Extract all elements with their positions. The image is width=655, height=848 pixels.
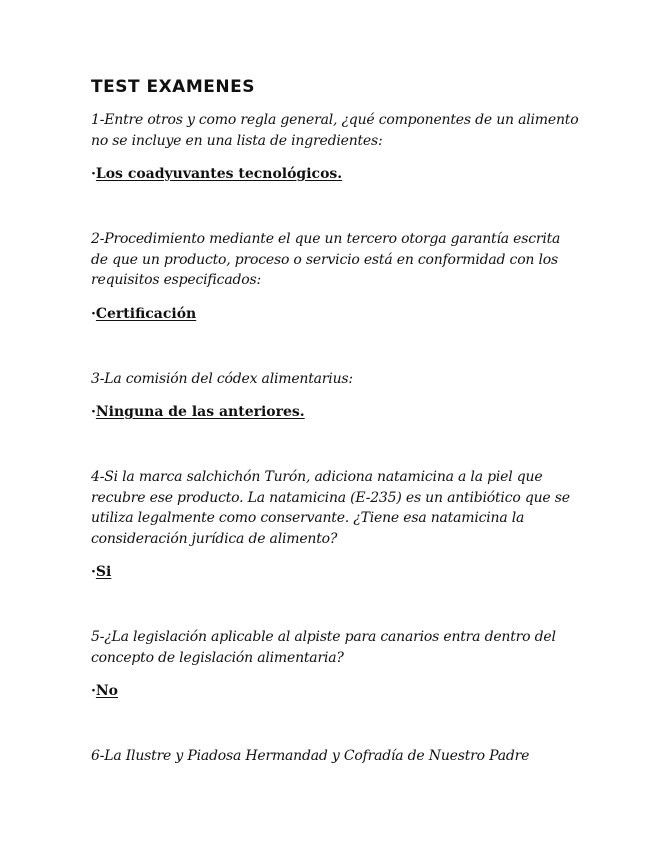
spacer — [91, 701, 581, 746]
question-6 — [91, 746, 581, 767]
question-3 — [91, 369, 581, 423]
answer-text: Certificación — [95, 305, 197, 322]
answer-text: Los coadyuvantes tecnológicos. — [95, 166, 343, 182]
bullet: · — [91, 305, 96, 322]
question-text: 3-La comisión del códex alimentarius: — [91, 370, 353, 387]
spacer — [91, 184, 581, 229]
answer — [91, 402, 581, 422]
answer — [91, 164, 581, 184]
answer-text: No — [95, 683, 119, 699]
question-2 — [91, 229, 581, 324]
question-text: 5-¿La legislación aplicable al alpiste para canarios entra dentro del concepto de legislación alimentaria? — [91, 629, 556, 666]
question-text: 1-Entre otros y como regla general, ¿qué componentes de un alimento no se incluye en una lista de ingredientes: — [91, 112, 579, 149]
answer — [91, 681, 581, 701]
bullet: · — [91, 166, 96, 182]
spacer — [91, 582, 581, 627]
answer — [91, 562, 581, 582]
question-text: 4-Si la marca salchichón Turón, adiciona natamicina a la piel que recubre ese producto. La natamicina (E-235) es un antibiótico que se utiliza legalmente como conservante. ¿Tiene esa natamicina la consideración jurídica de alimento? — [91, 469, 570, 547]
answer-text: Ninguna de las anteriores. — [95, 404, 305, 420]
answer — [91, 304, 581, 324]
question-4 — [91, 467, 581, 582]
answer-text: Si — [95, 564, 112, 580]
question-text: 6-La Ilustre y Piadosa Hermandad y Cofradía de Nuestro Padre — [91, 748, 530, 764]
document-page — [91, 76, 581, 767]
bullet: · — [91, 564, 96, 580]
spacer — [91, 324, 581, 369]
question-1 — [91, 110, 581, 184]
question-text: 2-Procedimiento mediante el que un tercero otorga garantía escrita de que un producto, proceso o servicio está en conformidad con los requisitos especificados: — [91, 231, 561, 288]
spacer — [91, 422, 581, 467]
bullet: · — [91, 404, 96, 420]
question-5 — [91, 627, 581, 701]
bullet: · — [91, 683, 96, 699]
document-title: TEST EXAMENES — [91, 77, 255, 97]
